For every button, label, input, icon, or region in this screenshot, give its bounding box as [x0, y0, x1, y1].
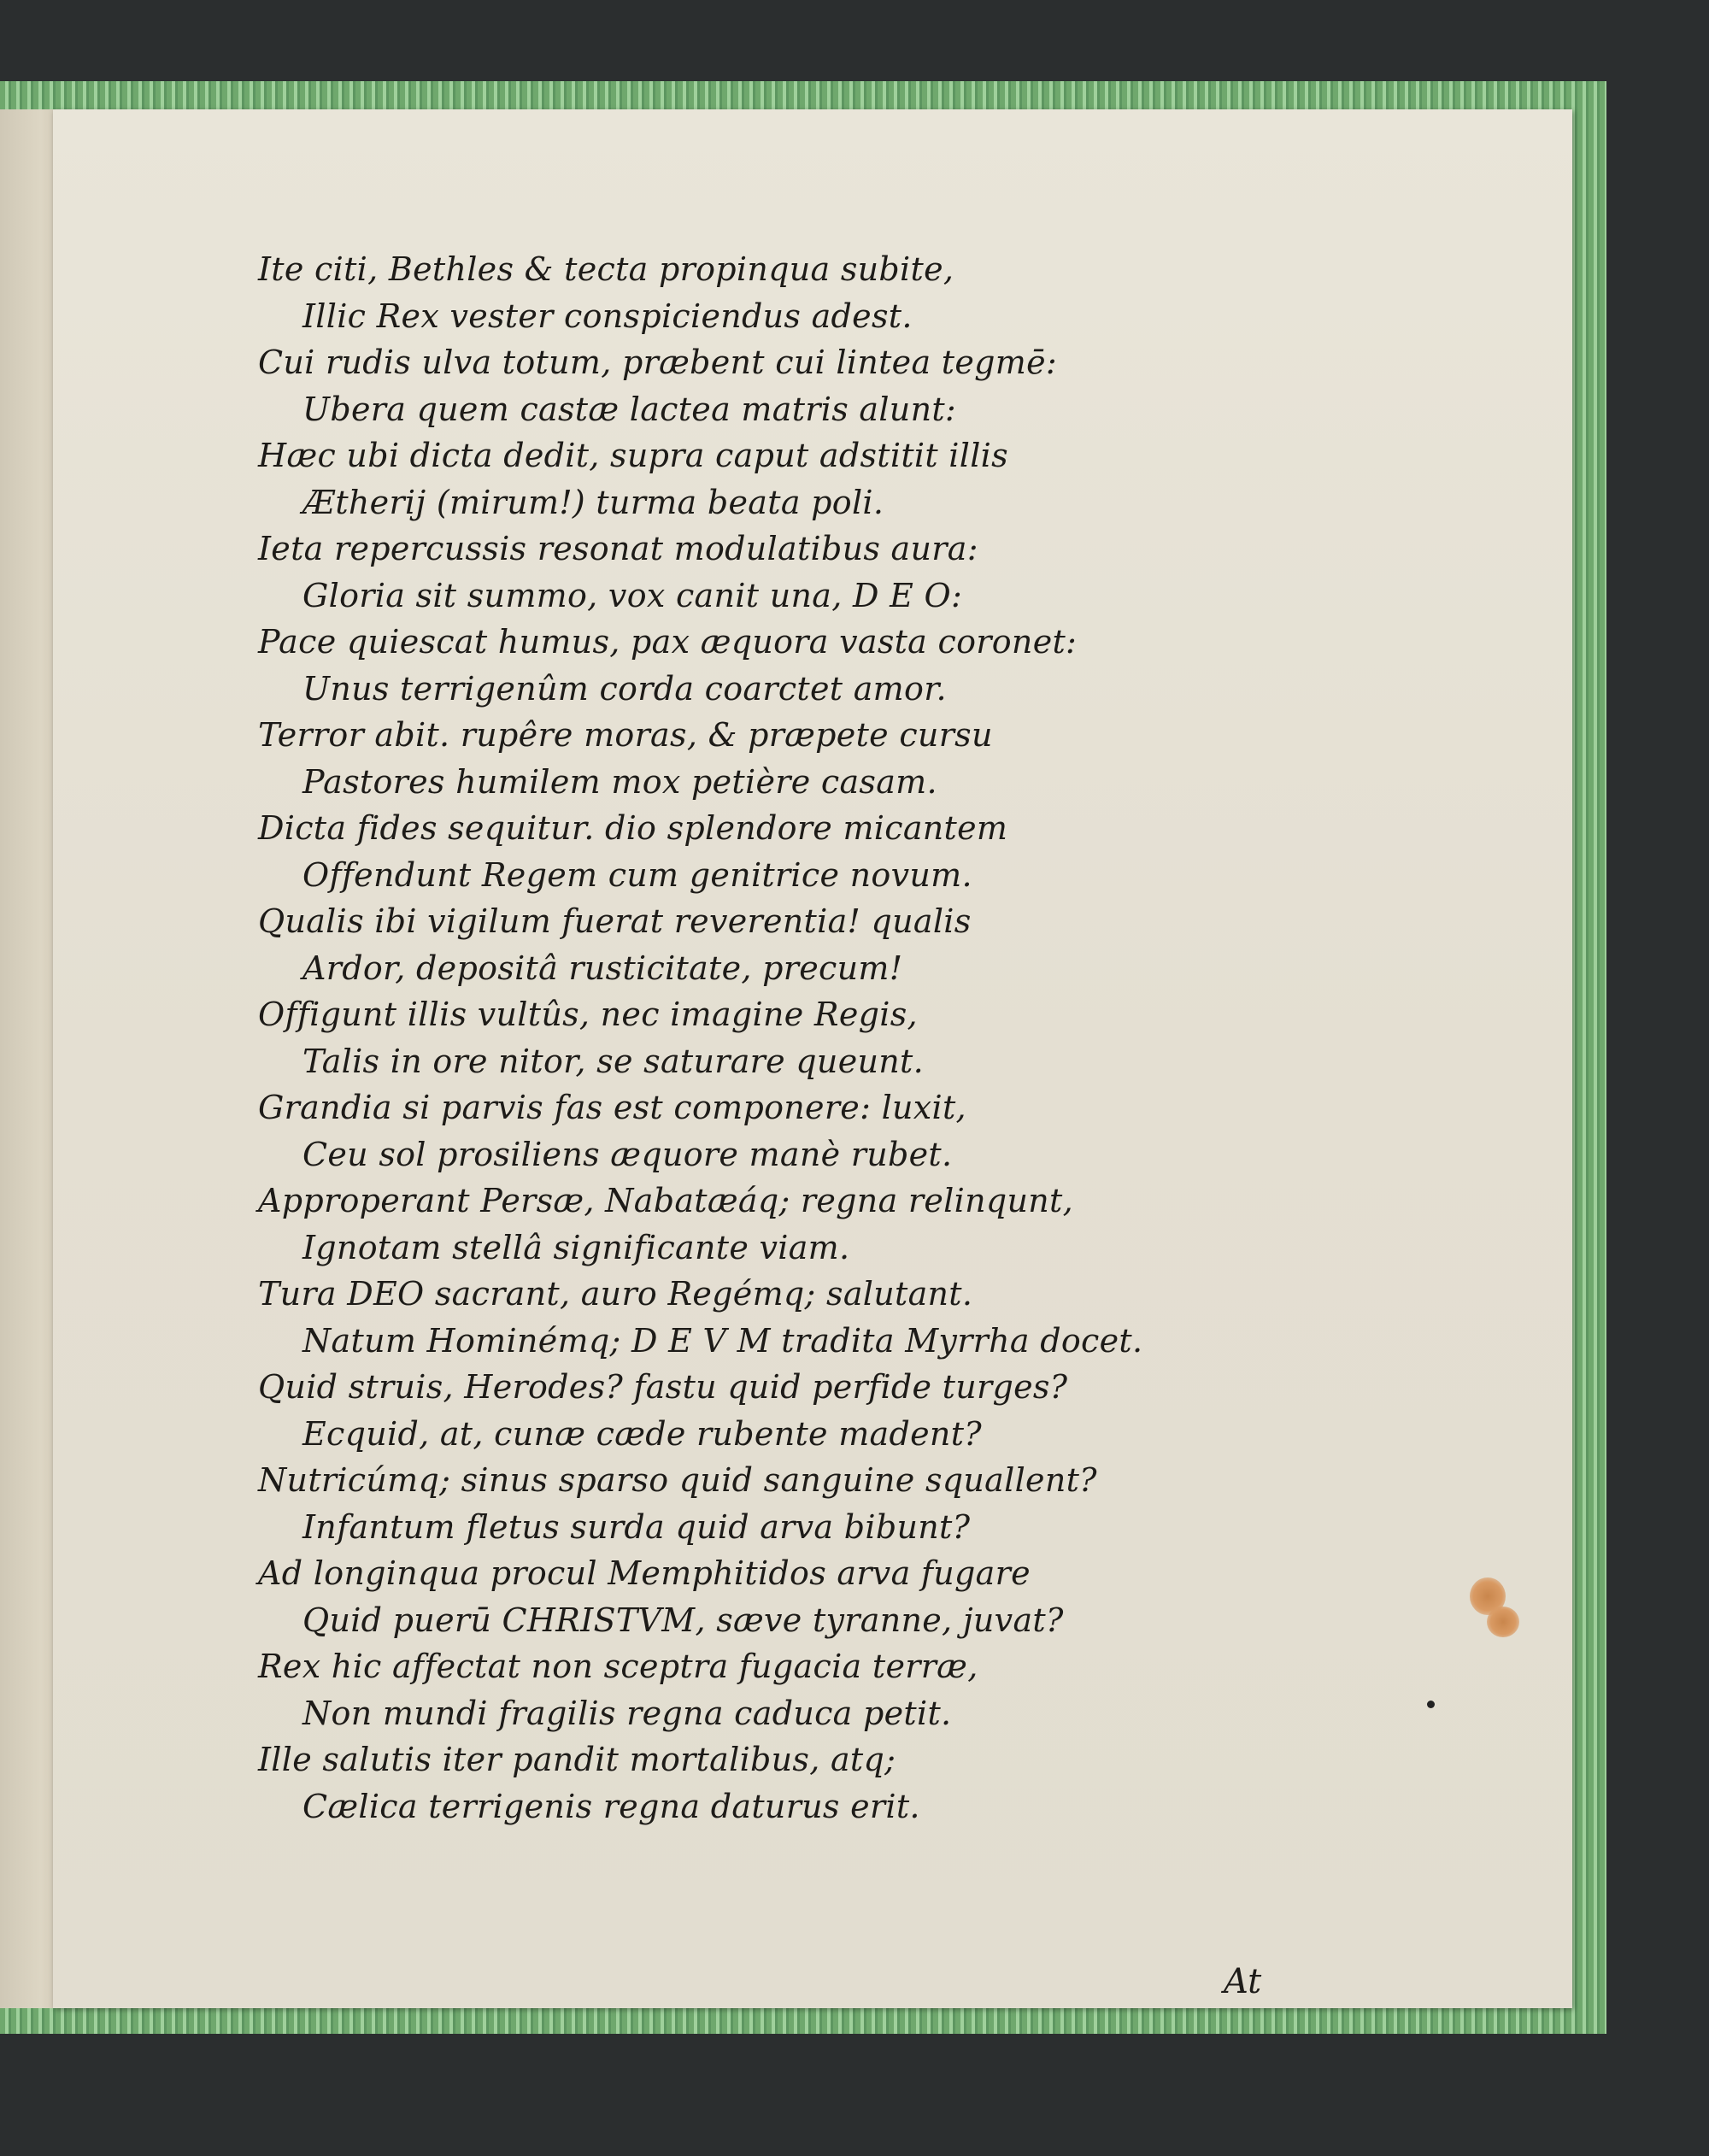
verse-line: Ardor, depositâ rusticitate, precum!: [302, 949, 903, 987]
verse-line: Tura DEO sacrant, auro Regémq; salutant.: [258, 1275, 973, 1313]
ink-dot: [1427, 1701, 1435, 1708]
verse-line: Quid puerū CHRISTVM, sæve tyranne, juvat?: [302, 1601, 1064, 1639]
verse-line: Ieta repercussis resonat modulatibus aura:: [258, 530, 978, 567]
verse-line: Ignotam stellâ significante viam.: [302, 1228, 850, 1266]
verse-line: Qualis ibi vigilum fuerat reverentia! qualis: [258, 902, 972, 940]
verse-line: Rex hic affectat non sceptra fugacia terræ,: [258, 1648, 978, 1685]
verse-line: Grandia si parvis fas est componere: luxit,: [258, 1089, 966, 1126]
verse-line: Ecquid, at, cunæ cæde rubente madent?: [302, 1414, 982, 1453]
verse-line: Offendunt Regem cum genitrice novum.: [302, 855, 972, 894]
verse-line: Pace quiescat humus, pax æquora vasta coronet:: [258, 623, 1078, 661]
poem-text: [258, 246, 1198, 1830]
verse-line: Hæc ubi dicta dedit, supra caput adstitit illis: [258, 437, 1008, 474]
verse-line: Gloria sit summo, vox canit una, D E O:: [302, 576, 963, 614]
verse-line: Ætherij (mirum!) turma beata poli.: [302, 483, 884, 521]
verse-line: Illic Rex vester conspiciendus adest.: [302, 297, 913, 335]
verse-line: Infantum fletus surda quid arva bibunt?: [302, 1507, 971, 1546]
verse-line: Non mundi fragilis regna caduca petit.: [302, 1694, 952, 1732]
verse-line: Talis in ore nitor, se saturare queunt.: [302, 1042, 924, 1080]
verse-line: Ubera quem castæ lactea matris alunt:: [302, 390, 957, 428]
verse-line: Approperant Persæ, Nabatæáq; regna relinqunt,: [258, 1182, 1073, 1219]
verse-line: Nutricúmq; sinus sparso quid sanguine squallent?: [258, 1461, 1097, 1499]
show-through-text: [1290, 246, 1512, 1528]
verse-line: Unus terrigenûm corda coarctet amor.: [302, 669, 947, 708]
verse-line: Quid struis, Herodes? fastu quid perfide turges?: [258, 1368, 1068, 1406]
verse-line: Cui rudis ulva totum, præbent cui lintea tegmē:: [258, 344, 1058, 381]
verse-line: Dicta fides sequitur. dio splendore micantem: [258, 809, 1008, 847]
book-page: [53, 109, 1572, 2008]
verse-line: Ceu sol prosiliens æquore manè rubet.: [302, 1135, 953, 1173]
verse-line: Ad longinqua procul Memphitidos arva fugare: [258, 1554, 1031, 1592]
verse-line: Offigunt illis vultûs, nec imagine Regis,: [258, 996, 918, 1033]
catchword: At: [1224, 1962, 1262, 2001]
verse-line: Pastores humilem mox petière casam.: [302, 762, 937, 801]
verse-line: Terror abit. rupêre moras, & præpete cursu: [258, 716, 993, 754]
ink-stain: [1487, 1607, 1519, 1637]
verse-line: Natum Hominémq; D E V M tradita Myrrha docet.: [302, 1321, 1143, 1360]
verse-line: Ite citi, Bethles & tecta propinqua subite,: [258, 250, 954, 288]
verse-line: Ille salutis iter pandit mortalibus, atq;: [258, 1741, 896, 1778]
verse-line: Cælica terrigenis regna daturus erit.: [302, 1787, 920, 1825]
